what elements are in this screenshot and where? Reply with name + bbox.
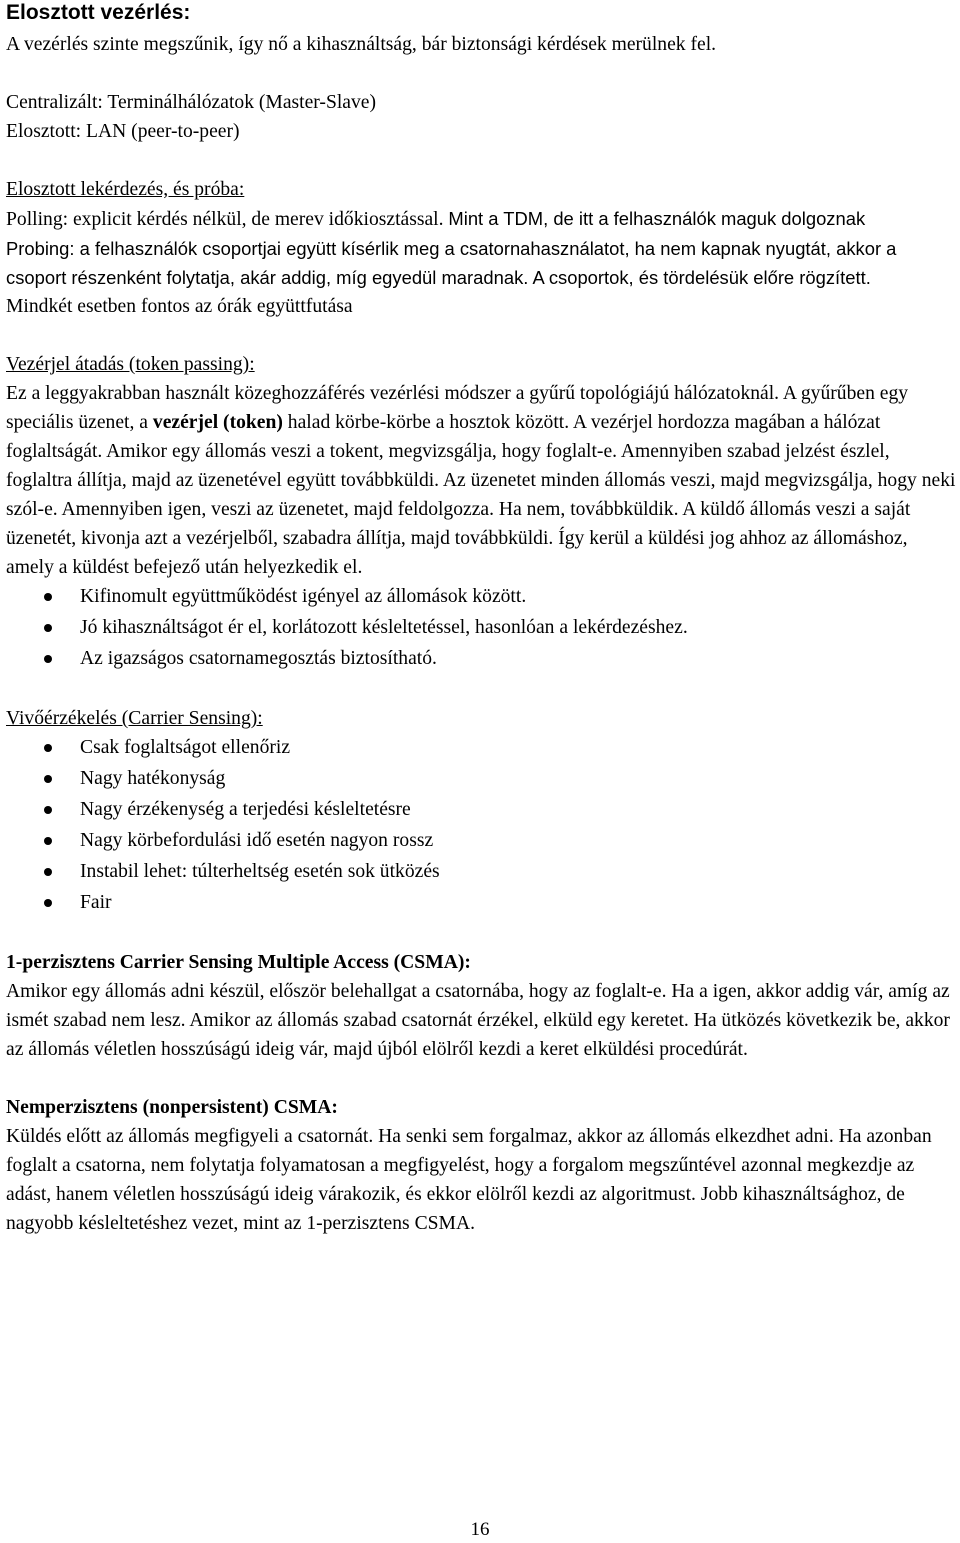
carrier-bullet-list	[6, 733, 956, 917]
spacer	[6, 919, 956, 948]
bullet-dot-icon	[44, 868, 52, 876]
token-paragraph	[6, 379, 956, 582]
list-item	[6, 888, 956, 917]
bullet-dot-icon	[44, 593, 52, 601]
polling-section-title: Elosztott lekérdezés, és próba:	[6, 179, 245, 200]
list-item-text: Kifinomult együttműködést igényel az állomások között.	[80, 586, 527, 607]
polling-tdm-text: Mint a TDM, de itt a felhasználók maguk dolgoznak	[448, 208, 866, 229]
intro-paragraph: A vezérlés szinte megszűnik, így nő a kihasználtság, bár biztonsági kérdések merülnek fel.	[6, 34, 717, 55]
list-item	[6, 764, 956, 793]
list-item	[6, 644, 956, 673]
list-item-text: Az igazságos csatornamegosztás biztosítható.	[80, 648, 437, 669]
list-item	[6, 826, 956, 855]
bullet-dot-icon	[44, 744, 52, 752]
list-item	[6, 582, 956, 611]
bullet-dot-icon	[44, 899, 52, 907]
bullet-dot-icon	[44, 655, 52, 663]
token-text-part-1: Ez a leggyakrabban használt közeghozzáférés vezérlési módszer a gyűrű topológiájú hálózatoknál. A gyűrűben egy speciális üzenet, a	[6, 383, 909, 433]
bullet-dot-icon	[44, 775, 52, 783]
polling-paragraph	[6, 204, 956, 234]
list-item-text: Fair	[80, 892, 112, 913]
list-item-text: Nagy hatékonyság	[80, 768, 226, 789]
distributed-line: Elosztott: LAN (peer-to-peer)	[6, 121, 240, 142]
list-item-text: Nagy körbefordulási idő esetén nagyon rossz	[80, 830, 434, 851]
heading-distributed-control: Elosztott vezérlés:	[6, 1, 191, 24]
token-text-part-2: halad körbe-körbe a hosztok között. A vezérjel hordozza magában a hálózat foglaltságát. Amikor egy állomás veszi a tokent, megvizsgálja, hogy foglalt-e. Amennyiben szabad jelzést észlel, foglaltra állítja, majd az üzenetével együtt továbbküldi. Az üzenetet minden állomás veszi, majd megvizsgálja, hogy neki szól-e. Amennyiben igen, veszi az üzenetet, majd feldolgozza. Ha nem, továbbküldik. A küldő állomás veszi a saját üzenetét, kivonja azt a vezérjelből, szabadra állítja, majd továbbküldi. Így kerül a küldési jog ahhoz az állomáshoz, amely a küldést befejező után helyezkedik el.	[6, 412, 956, 578]
document-page	[6, 0, 956, 1238]
spacer	[6, 321, 956, 350]
nonpersistent-paragraph: Küldés előtt az állomás megfigyeli a csatornát. Ha senki sem forgalmaz, akkor az állomás elkezdhet adni. Ha azonban foglalt a csatorna, nem folytatja folyamatosan a megfigyelést, hogy a forgalom megszűntével azonnal megkezdje az adást, hanem véletlen hosszúságú ideig várakozik, és ekkor elölről kezdi az algoritmust. Jobb kihasználtsághoz, de nagyobb késleltetéshez vezet, mint az 1-perzisztens CSMA.	[6, 1126, 932, 1234]
list-item-text: Jó kihasználtságot ér el, korlátozott késleltetéssel, hasonlóan a lekérdezéshez.	[80, 617, 688, 638]
list-item-text: Instabil lehet: túlterheltség esetén sok ütközés	[80, 861, 440, 882]
bullet-dot-icon	[44, 837, 52, 845]
csma1-section-title: 1-perzisztens Carrier Sensing Multiple Access (CSMA):	[6, 952, 471, 973]
nonpersistent-section-title: Nemperzisztens (nonpersistent) CSMA:	[6, 1097, 338, 1118]
page-number: 16	[470, 1519, 490, 1540]
list-item-text: Nagy érzékenység a terjedési késleltetésre	[80, 799, 411, 820]
csma1-paragraph: Amikor egy állomás adni készül, először belehallgat a csatornába, hogy az foglalt-e. Ha a igen, akkor addig vár, amíg az ismét szabad nem lesz. Amikor az állomás szabad csatornát érzékel, elküld egy keretet. Ha ütközés következik be, akkor az állomás véletlen hosszúságú ideig vár, majd újból elölről kezdi a keret elküldési procedúrát.	[6, 981, 950, 1060]
token-bullet-list	[6, 582, 956, 673]
carrier-section-title: Vivőérzékelés (Carrier Sensing):	[6, 708, 263, 729]
list-item	[6, 613, 956, 642]
spacer	[6, 146, 956, 175]
bullet-dot-icon	[44, 806, 52, 814]
spacer	[6, 675, 956, 704]
spacer	[6, 1064, 956, 1093]
spacer	[6, 59, 956, 88]
list-item	[6, 857, 956, 886]
list-item	[6, 795, 956, 824]
list-item	[6, 733, 956, 762]
list-item-text: Csak foglaltságot ellenőriz	[80, 737, 291, 758]
token-text-bold: vezérjel (token)	[152, 412, 283, 433]
token-section-title: Vezérjel átadás (token passing):	[6, 354, 255, 375]
probing-paragraph: Probing: a felhasználók csoportjai együtt kísérlik meg a csatornahasználatot, ha nem kapnak nyugtát, akkor a csoport részenként folytatja, akár addig, míg egyedül maradnak. A csoportok, és tördelésük előre rögzített.	[6, 238, 897, 288]
bullet-dot-icon	[44, 624, 52, 632]
clock-sync-line: Mindkét esetben fontos az órák együttfutása	[6, 296, 353, 317]
centralized-line: Centralizált: Terminálhálózatok (Master-Slave)	[6, 92, 377, 113]
polling-text: Polling: explicit kérdés nélkül, de merev időkiosztással.	[6, 209, 444, 230]
